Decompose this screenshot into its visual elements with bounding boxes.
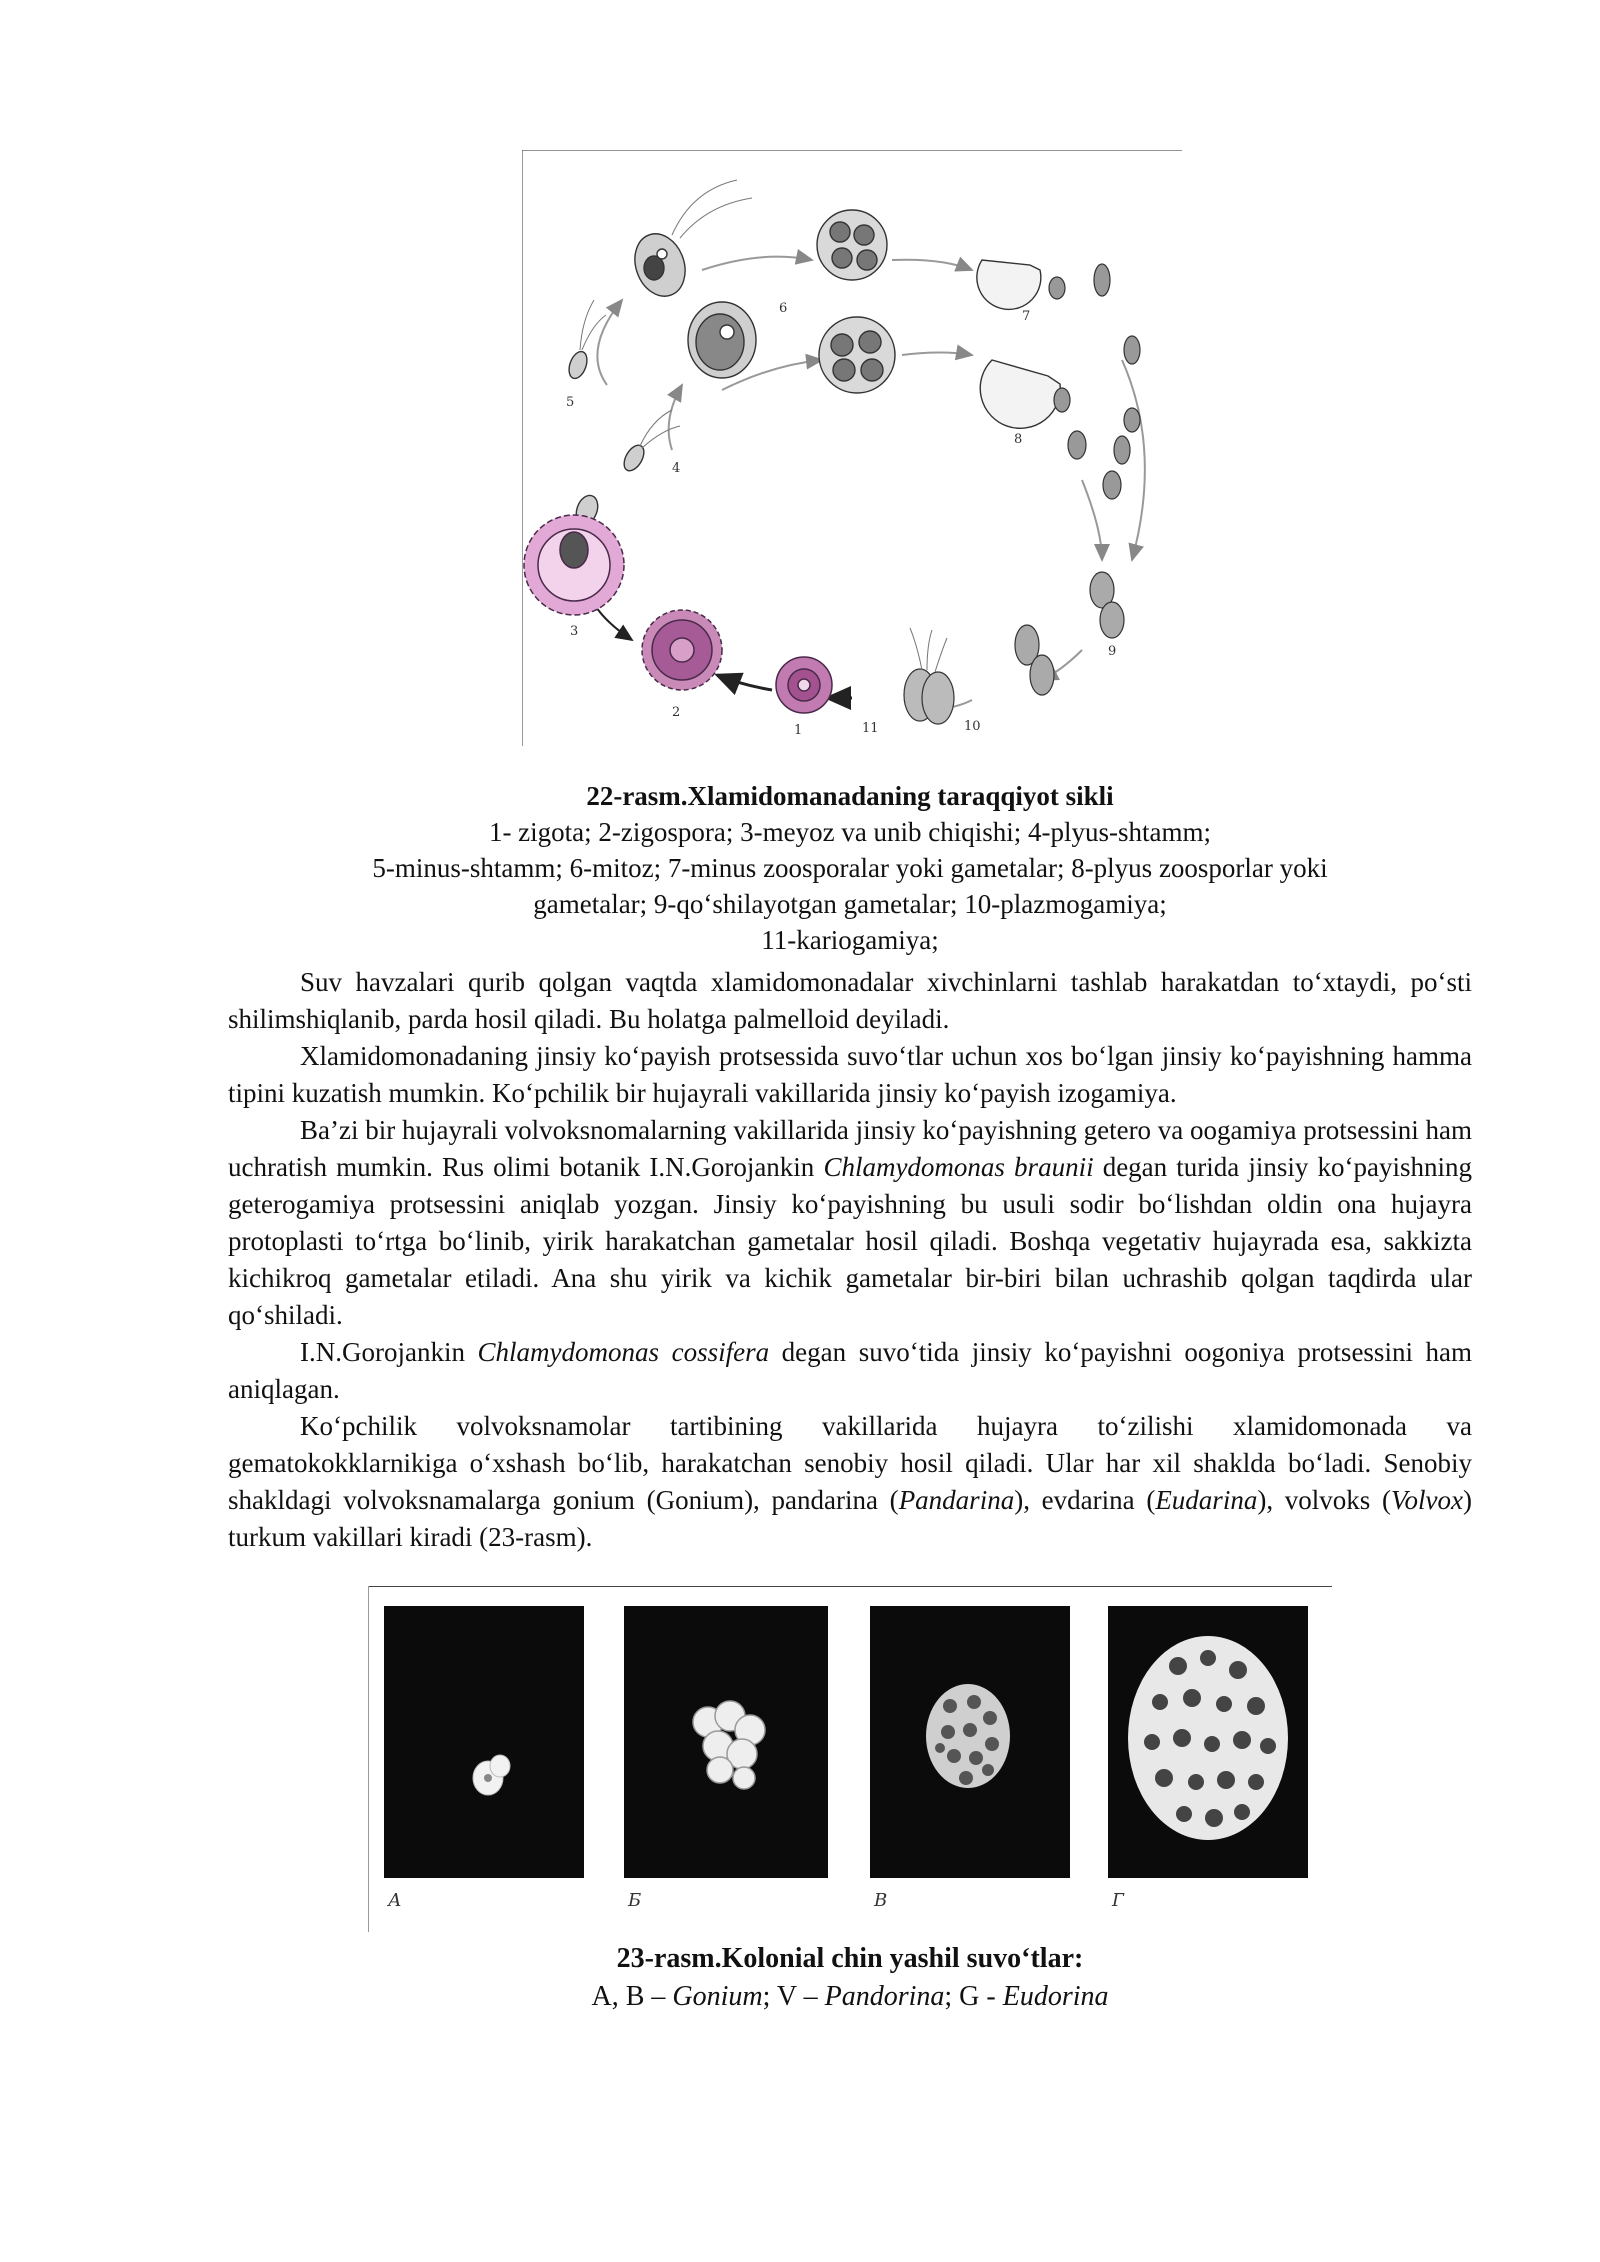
caption-text: ; V – bbox=[762, 1981, 825, 2012]
life-cycle-figure bbox=[522, 150, 1182, 746]
figure-23-caption bbox=[228, 1940, 1472, 2016]
figure-22-caption-line: 1- zigota; 2-zigospora; 3-meyoz va unib chiqishi; 4-plyus-shtamm; bbox=[488, 817, 1212, 847]
figure-22-caption-line: 5-minus-shtamm; 6-mitoz; 7-minus zoosporalar yoki gametalar; 8-plyus zoosporlar yoki bbox=[372, 853, 1328, 883]
paragraph: Xlamidomonadaning jinsiy ko‘payish protsessida suvo‘tlar uchun xos bo‘lgan jinsiy ko‘payishning hamma tipini kuzatish mumkin. Ko‘pchilik bir hujayrali vakillarida jinsiy ko‘payish izogamiya. bbox=[228, 1041, 1472, 1108]
species-name: Chlamydomonas braunii bbox=[823, 1152, 1094, 1182]
panel-label-a: А bbox=[388, 1890, 402, 1911]
figure-22-caption-line: 11-kariogamiya; bbox=[761, 925, 939, 955]
genus-name: Pandorina bbox=[824, 1981, 945, 2012]
genus-name: Pandarina bbox=[898, 1485, 1015, 1515]
photo-panel-g bbox=[1108, 1606, 1308, 1878]
caption-text: ; G - bbox=[944, 1981, 1003, 2012]
stage-label-10: 10 bbox=[964, 719, 981, 734]
paragraph: Ko‘pchilik volvoksnamolar tartibining vakillarida hujayra to‘zilishi xlamidomonada va gematokokklarnikiga o‘xshash bo‘lib, harakatchan senobiy hosil qiladi. Ular har xil shaklda bo‘ladi. Senobiy shakldagi volvoksnamalarga gonium (Gonium), pandarina (Pandarina), evdarina (Eudarina), volvoks (Volvox) turkum vakillari kiradi (23-rasm). bbox=[228, 1411, 1472, 1552]
genus-name: Eudorina bbox=[1002, 1981, 1109, 2012]
stage-label-2: 2 bbox=[672, 705, 681, 720]
photo-panel-a bbox=[384, 1606, 584, 1878]
figure-22-title: 22-rasm.Xlamidomanadaning taraqqiyot sikli bbox=[586, 781, 1114, 811]
figure-23-title: 23-rasm.Kolonial chin yashil suvo‘tlar: bbox=[616, 1943, 1084, 1974]
colonial-algae-figure bbox=[368, 1586, 1332, 1932]
stage-label-9: 9 bbox=[1108, 644, 1117, 659]
stage-label-3: 3 bbox=[570, 624, 579, 639]
genus-name: Gonium bbox=[672, 1981, 763, 2012]
stage-label-6: 6 bbox=[779, 301, 788, 316]
photo-panel-b bbox=[624, 1606, 828, 1878]
photo-panel-v bbox=[870, 1606, 1070, 1878]
stage-label-4: 4 bbox=[672, 461, 681, 476]
stage-label-5: 5 bbox=[566, 395, 575, 410]
stage-label-1: 1 bbox=[794, 723, 803, 738]
paragraph: Ba’zi bir hujayrali volvoksnomalarning vakillarida jinsiy ko‘payishning getero va oogamiya protsessini ham uchratish mumkin. Rus olimi botanik I.N.Gorojankin Chlamydomonas braunii degan turida jinsiy ko‘payishning geterogamiya protsessini aniqlab yozgan. Jinsiy ko‘payishning bu usuli sodir bo‘lishdan oldin ona hujayra protoplasti to‘rtga bo‘linib, yirik harakatchan gametalar hosil qiladi. Boshqa vegetativ hujayrada esa, sakkizta kichikroq gametalar etiladi. Ana shu yirik va kichik gametalar bir-biri bilan uchrashib qolgan taqdirda ular qo‘shiladi. bbox=[228, 1115, 1473, 1330]
genus-name: Volvox bbox=[1391, 1485, 1463, 1515]
caption-text: A, B – bbox=[591, 1981, 673, 2012]
panel-label-v: В bbox=[874, 1890, 888, 1911]
paragraph: Suv havzalari qurib qolgan vaqtda xlamidomonadalar xivchinlarni tashlab harakatdan to‘xtaydi, po‘sti shilimshiqlanib, parda hosil qiladi. Bu holatga palmelloid deyiladi. bbox=[228, 967, 1472, 1034]
panel-label-b: Б bbox=[628, 1890, 642, 1911]
body-text bbox=[228, 964, 1472, 1556]
life-cycle-illustration bbox=[522, 150, 1182, 746]
figure-22-caption bbox=[228, 778, 1472, 958]
figure-22-caption-line: gametalar; 9-qo‘shilayotgan gametalar; 10-plazmogamiya; bbox=[533, 889, 1167, 919]
stage-label-8: 8 bbox=[1014, 432, 1023, 447]
paragraph: I.N.Gorojankin Chlamydomonas cossifera degan suvo‘tida jinsiy ko‘payishni oogoniya protsessini ham aniqlagan. bbox=[228, 1337, 1472, 1404]
stage-label-7: 7 bbox=[1022, 309, 1031, 324]
stage-label-11: 11 bbox=[862, 721, 879, 736]
genus-name: Eudarina bbox=[1155, 1485, 1258, 1515]
panel-label-g: Г bbox=[1112, 1890, 1124, 1911]
species-name: Chlamydomonas cossifera bbox=[477, 1337, 770, 1367]
